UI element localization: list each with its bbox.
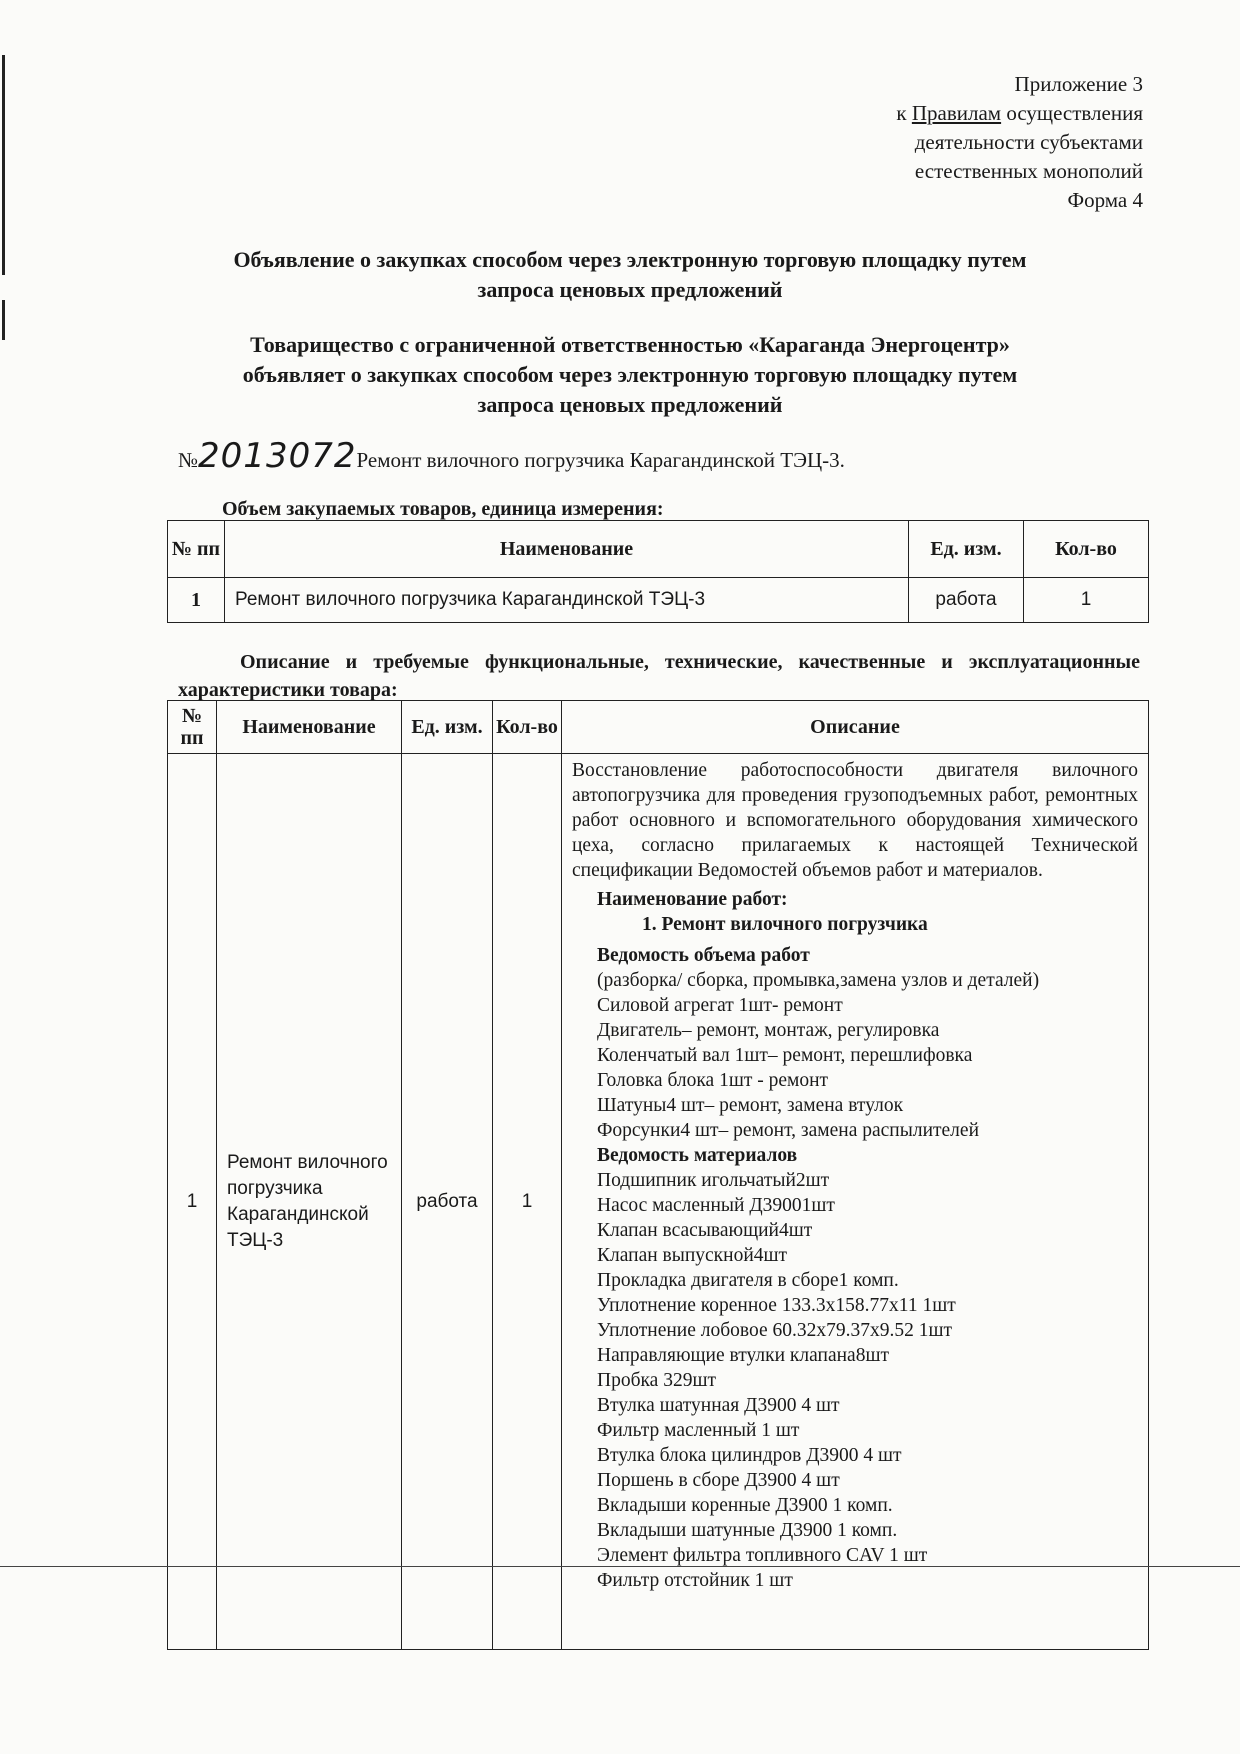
list-item: Форсунки4 шт– ремонт, замена распылителей <box>597 1120 980 1141</box>
header-line: деятельности субъектами <box>914 130 1143 154</box>
col-header-unit: Ед. изм. <box>909 521 1024 578</box>
col-header-num: № пп <box>168 521 225 578</box>
list-item: Коленчатый вал 1шт– ремонт, перешлифовка <box>597 1045 973 1066</box>
col-header-name: Наименование <box>217 701 402 754</box>
list-item: Поршень в сборе Д3900 4 шт <box>597 1470 840 1491</box>
col-header-qty: Кол-во <box>493 701 562 754</box>
list-item: Уплотнение коренное 133.3x158.77x11 1шт <box>597 1295 956 1316</box>
cell-unit: работа <box>402 754 493 1650</box>
list-item: Подшипник игольчатый2шт <box>597 1170 830 1191</box>
col-header-qty: Кол-во <box>1024 521 1149 578</box>
cell-qty: 1 <box>493 754 562 1650</box>
works-heading: Наименование работ: <box>597 889 788 910</box>
cell-unit: работа <box>909 578 1024 623</box>
list-item: Насос масленный Д39001шт <box>597 1195 835 1216</box>
list-item: Вкладыши коренные Д3900 1 комп. <box>597 1495 893 1516</box>
table-header-row <box>168 701 1149 754</box>
list-item: Уплотнение лобовое 60.32x79.37x9.52 1шт <box>597 1320 953 1341</box>
list-item: Шатуны4 шт– ремонт, замена втулок <box>597 1095 904 1116</box>
list-item: Клапан выпускной4шт <box>597 1245 788 1266</box>
cell-name: Ремонт вилочного погрузчика Карагандинской ТЭЦ-3 <box>217 754 402 1650</box>
handwritten-number: 2013072 <box>198 436 357 476</box>
header-line: к Правилам осуществления <box>896 101 1143 125</box>
header-line: естественных монополий <box>914 159 1143 183</box>
list-item: Втулка шатунная Д3900 4 шт <box>597 1395 840 1416</box>
works-item: 1. Ремонт вилочного погрузчика <box>642 914 928 935</box>
volume-table <box>167 520 1149 623</box>
scan-edge-mark <box>2 300 5 340</box>
cell-num: 1 <box>168 578 225 623</box>
list-item: Прокладка двигателя в сборе1 комп. <box>597 1270 899 1291</box>
list-item: Направляющие втулки клапана8шт <box>597 1345 889 1366</box>
col-header-unit: Ед. изм. <box>402 701 493 754</box>
announcement-number-line: №2013072Ремонт вилочного погрузчика Карагандинской ТЭЦ-3. <box>178 436 845 476</box>
description-list <box>572 943 1138 1593</box>
organization-title: Товарищество с ограниченной ответственностью «Караганда Энергоцентр» объявляет о закупках способом через электронную торговую площадку путем запроса ценовых предложений <box>242 332 1018 417</box>
table-header-row <box>168 521 1149 578</box>
list-item: (разборка/ сборка, промывка,замена узлов и деталей) <box>597 970 1040 991</box>
list-item: Силовой агрегат 1шт- ремонт <box>597 995 843 1016</box>
document-header <box>723 70 1143 215</box>
list-item: Двигатель– ремонт, монтаж, регулировка <box>597 1020 940 1041</box>
cell-description <box>562 754 1149 1650</box>
scan-edge-mark <box>2 55 5 275</box>
form-number: Форма 4 <box>1067 188 1143 212</box>
rules-link[interactable]: Правилам <box>911 101 1002 125</box>
col-header-name: Наименование <box>225 521 909 578</box>
list-item: Головка блока 1шт - ремонт <box>597 1070 829 1091</box>
spec-table <box>167 700 1149 1650</box>
list-item: Фильтр масленный 1 шт <box>597 1420 800 1441</box>
table-row <box>168 578 1149 623</box>
list-item: Клапан всасывающий4шт <box>597 1220 813 1241</box>
col-header-description: Описание <box>562 701 1149 754</box>
header-line: Приложение 3 <box>1014 72 1143 96</box>
spec-heading: Описание и требуемые функциональные, технические, качественные и эксплуатационные характеристики товара: <box>178 651 1140 701</box>
volume-heading: Объем закупаемых товаров, единица измерения: <box>222 498 664 520</box>
list-item: Элемент фильтра топливного CAV 1 шт <box>597 1545 928 1566</box>
list-item: Пробка 329шт <box>597 1370 716 1391</box>
list-heading: Ведомость объема работ <box>597 945 810 966</box>
list-item: Втулка блока цилиндров Д3900 4 шт <box>597 1445 902 1466</box>
col-header-num: № пп <box>168 701 217 754</box>
table-row <box>168 754 1149 1650</box>
announcement-text: Ремонт вилочного погрузчика Карагандинской ТЭЦ-3. <box>356 448 845 472</box>
announcement-title: Объявление о закупках способом через электронную торговую площадку путем запроса ценовых предложений <box>233 247 1027 302</box>
cell-num: 1 <box>168 754 217 1650</box>
list-item: Вкладыши шатунные Д3900 1 комп. <box>597 1520 898 1541</box>
page-break-line <box>0 1566 1240 1567</box>
cell-name: Ремонт вилочного погрузчика Карагандинской ТЭЦ-3 <box>225 578 909 623</box>
description-intro: Восстановление работоспособности двигателя вилочного автопогрузчика для проведения грузоподъемных работ, ремонтных работ основного и вспомогательного оборудования химического цеха, согласно прилагаемых к настоящей Технической спецификации Ведомостей объемов работ и материалов. <box>572 760 1138 881</box>
list-item: Фильтр отстойник 1 шт <box>597 1570 793 1591</box>
list-heading: Ведомость материалов <box>597 1145 798 1166</box>
cell-qty: 1 <box>1024 578 1149 623</box>
